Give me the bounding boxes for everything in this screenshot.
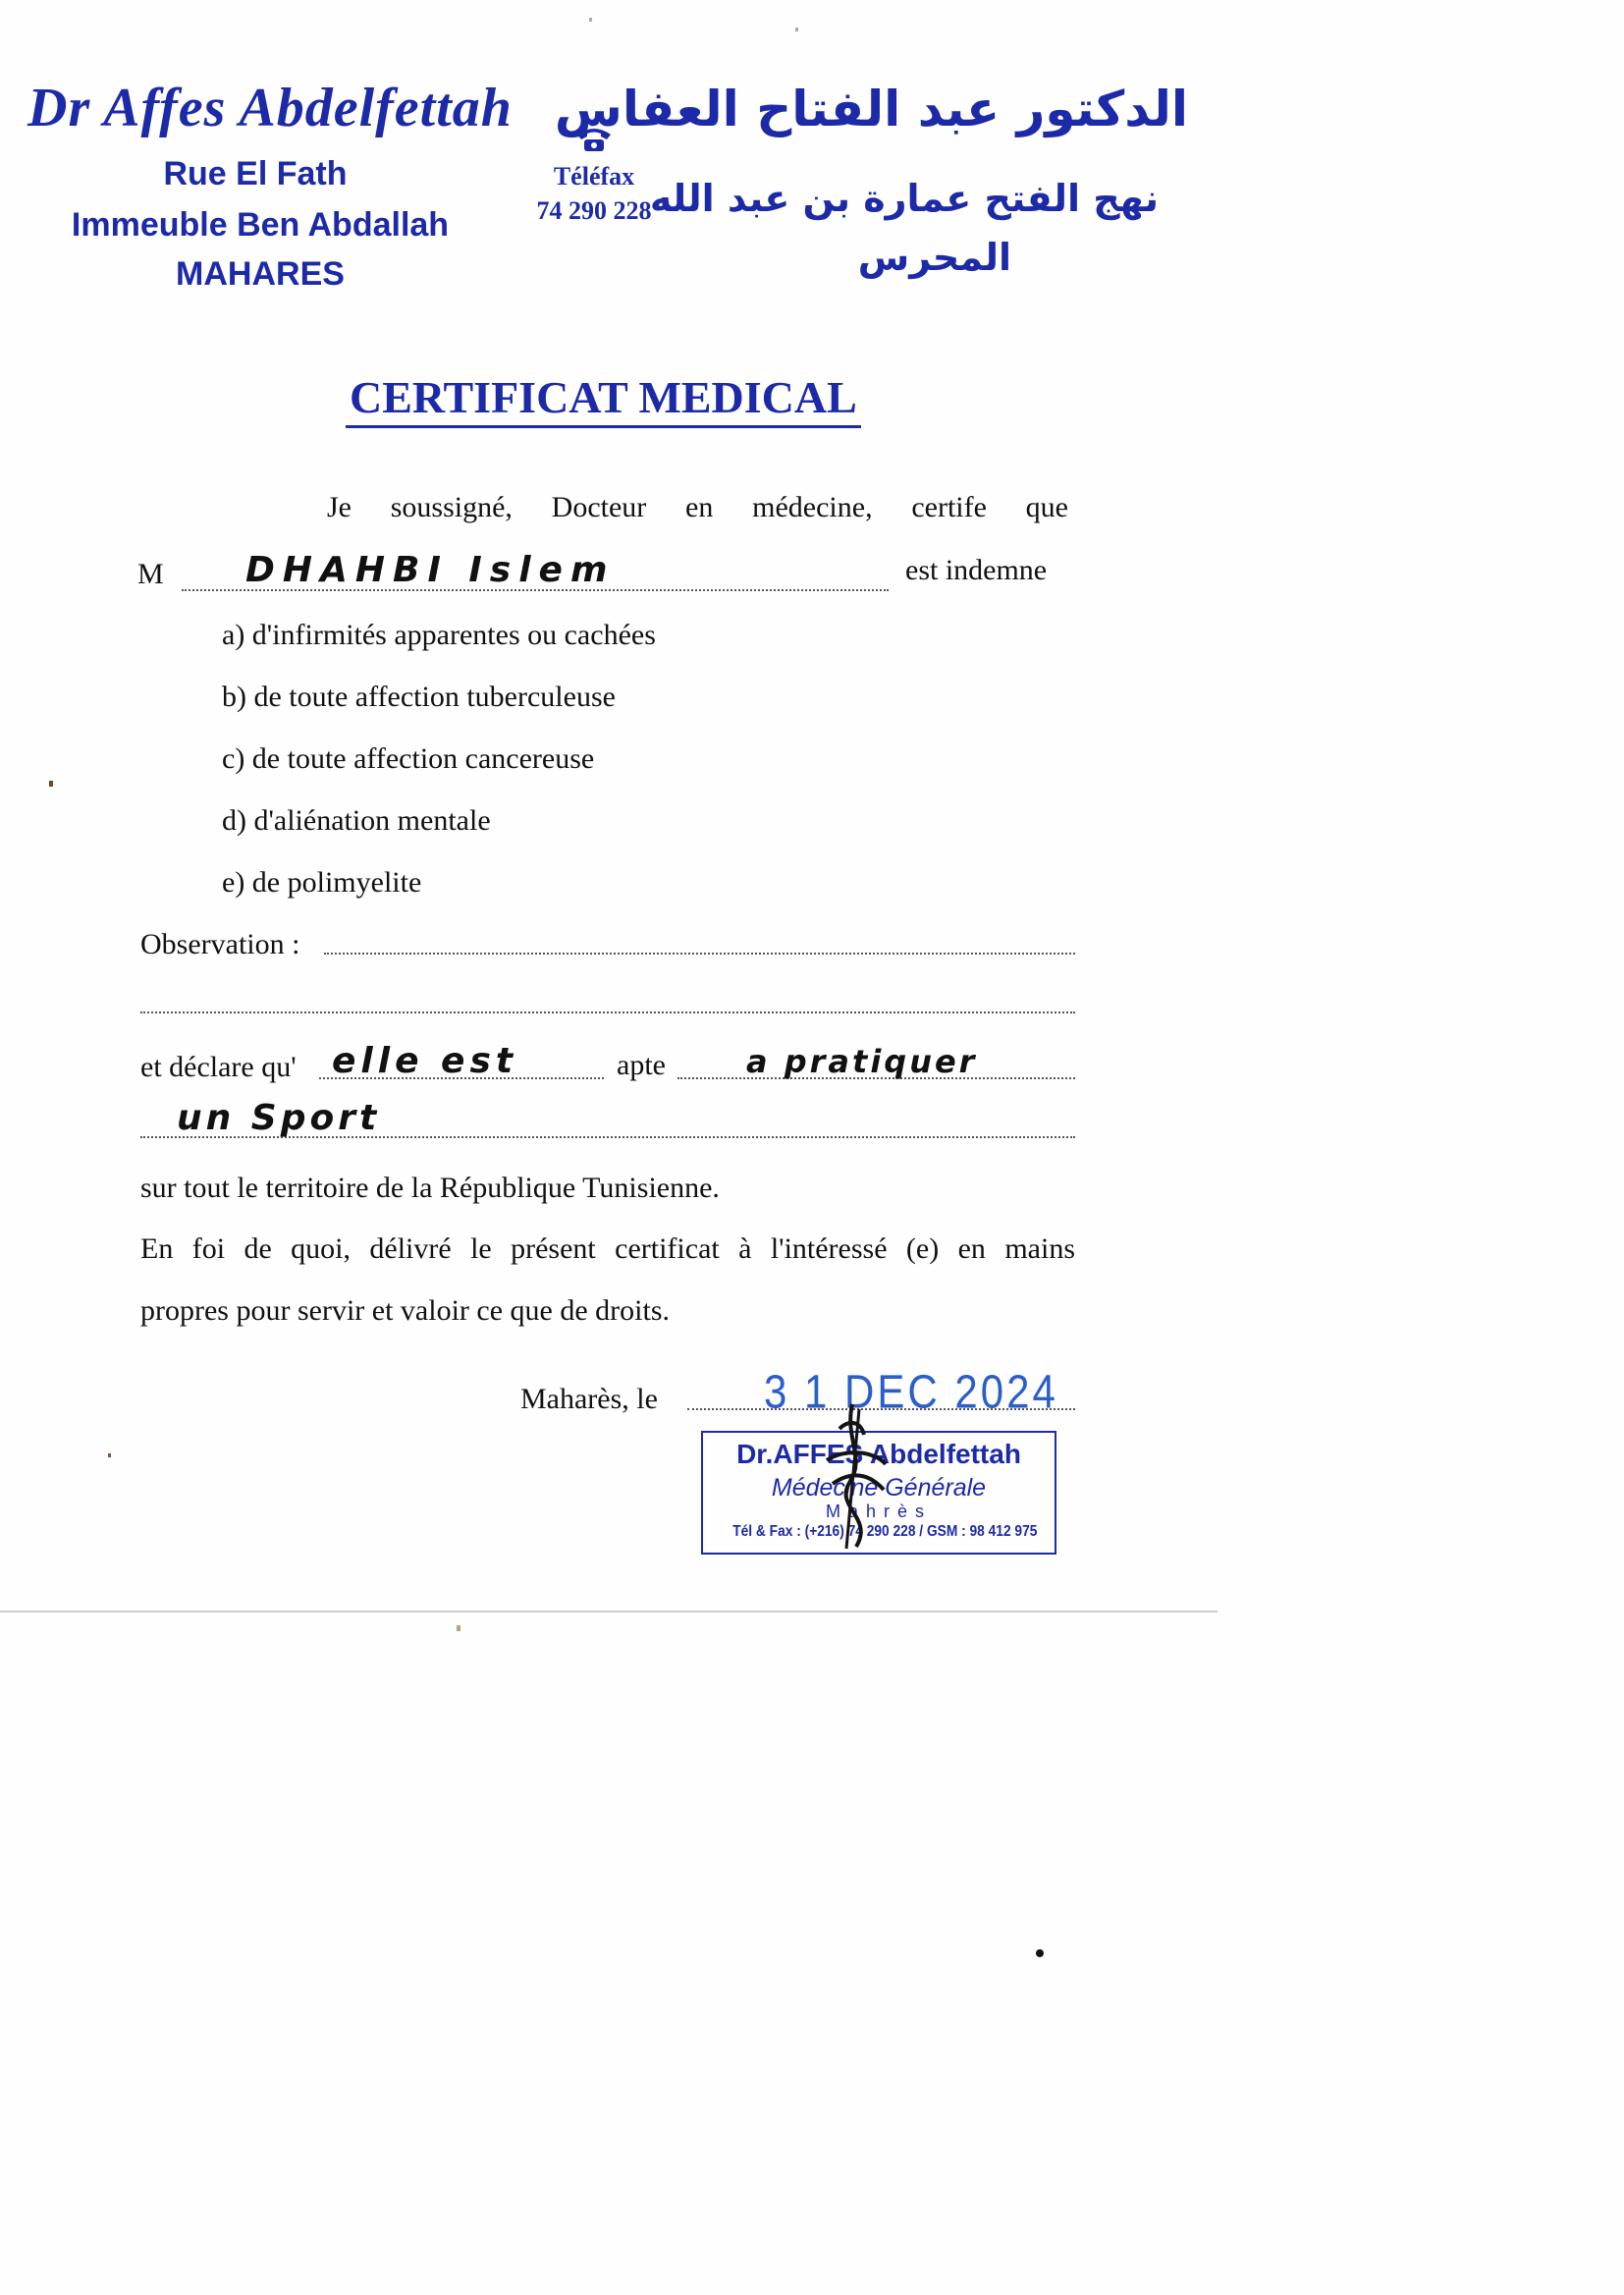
closing-line-2: propres pour servir et valoir ce que de droits. bbox=[140, 1294, 670, 1327]
intro-line: Je soussigné, Docteur en médecine, certife que bbox=[327, 491, 1068, 523]
patient-name-handwritten: DHAHBI Islem bbox=[245, 550, 616, 590]
stamp-contact: Tél & Fax : (+216) 74 290 228 / GSM : 98 412 975 bbox=[732, 1523, 1038, 1540]
declaration-prefix: et déclare qu' bbox=[140, 1051, 297, 1083]
doctor-signature bbox=[805, 1399, 903, 1557]
scan-speck bbox=[49, 781, 53, 787]
condition-a: a) d'infirmités apparentes ou cachées bbox=[222, 619, 656, 651]
condition-c: c) de toute affection cancereuse bbox=[222, 742, 595, 775]
declaration-pronoun-handwritten: elle est bbox=[332, 1041, 518, 1081]
stamp-city: Mahrès bbox=[825, 1502, 933, 1521]
observation-dotted-line-2 bbox=[140, 1011, 1075, 1013]
condition-e: e) de polimyelite bbox=[222, 866, 422, 899]
scan-speck bbox=[108, 1453, 111, 1457]
scan-speck bbox=[589, 18, 592, 22]
arabic-doctor-name: الدكتور عبد الفتاح العفاس bbox=[554, 81, 1188, 137]
arabic-address-1: نهج الفتح عمارة بن عبد الله bbox=[649, 177, 1159, 220]
activity-handwritten: a pratiquer bbox=[746, 1043, 978, 1080]
address-line-1: Rue El Fath bbox=[163, 155, 348, 192]
telefax-label: Téléfax bbox=[553, 162, 635, 191]
condition-d: d) d'aliénation mentale bbox=[222, 804, 491, 837]
closing-line-1: En foi de quoi, délivré le présent certificat à l'intéressé (e) en mains bbox=[140, 1232, 1075, 1265]
stamp-specialty: Médecine Générale bbox=[771, 1474, 987, 1502]
apte-label: apte bbox=[617, 1049, 666, 1081]
territory-line: sur tout le territoire de la République Tunisienne. bbox=[140, 1172, 720, 1204]
scan-speck bbox=[457, 1625, 460, 1631]
address-line-2: Immeuble Ben Abdallah bbox=[71, 206, 450, 244]
patient-suffix: est indemne bbox=[905, 554, 1048, 586]
condition-b: b) de toute affection tuberculeuse bbox=[222, 681, 616, 713]
certificate-title: CERTIFICAT MEDICAL bbox=[346, 371, 861, 428]
doctor-name-script: Dr Affes Abdelfettah bbox=[27, 78, 513, 138]
arabic-address-2: المحرس bbox=[857, 236, 1011, 279]
activity-handwritten-2: un Sport bbox=[177, 1098, 381, 1138]
observation-label: Observation : bbox=[140, 928, 300, 960]
city-label: MAHARES bbox=[176, 255, 345, 293]
scan-speck bbox=[795, 27, 798, 31]
scan-edge-line bbox=[0, 1611, 1218, 1612]
stamp-doctor-name: Dr.AFFES Abdelfettah bbox=[736, 1439, 1021, 1469]
scan-speck bbox=[1036, 1949, 1044, 1957]
date-stamp: 3 1 DEC 2024 bbox=[764, 1365, 1058, 1419]
patient-prefix: M bbox=[137, 558, 164, 590]
observation-dotted-line-1 bbox=[324, 953, 1075, 955]
telefax-number: 74 290 228 bbox=[536, 196, 652, 225]
place-label: Maharès, le bbox=[520, 1383, 658, 1415]
